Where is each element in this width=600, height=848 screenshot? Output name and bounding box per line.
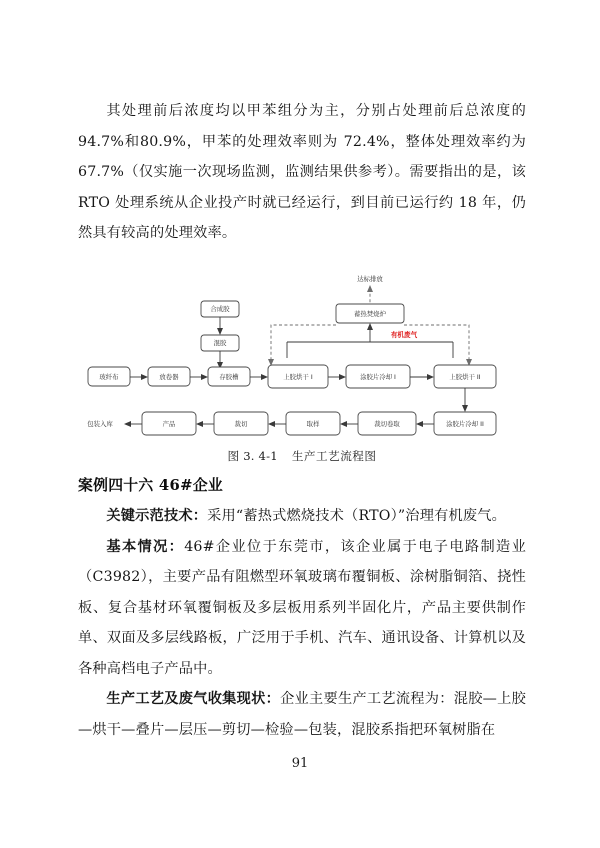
node-coating-drying-1-label: 上胶烘干 I <box>283 372 313 381</box>
node-unwinder <box>148 367 190 386</box>
label-stack-discharge: 达标排放 <box>357 274 383 283</box>
edge-slitting-to-sampling-arrowhead <box>340 421 347 427</box>
edge-unwinder-to-tank-arrowhead <box>201 374 208 380</box>
page-number: 91 <box>291 756 309 771</box>
node-sampling-label: 取样 <box>306 419 320 428</box>
node-glue-tank <box>208 367 250 386</box>
node-unwinder-label: 放卷器 <box>159 372 179 381</box>
node-slitting-winding <box>358 412 416 435</box>
node-mixing <box>201 335 239 351</box>
label-packaging-warehouse: 包装入库 <box>87 419 113 428</box>
node-coating-drying-2-label: 上胶烘干 II <box>449 372 481 381</box>
node-synthetic-glue <box>201 301 239 317</box>
node-mixing-label: 混胶 <box>213 338 227 347</box>
node-furnace <box>336 304 404 323</box>
gas-collection-header <box>287 323 453 358</box>
process-status-text: 企业主要生产工艺流程为：混胶—上胶—烘干—叠片—层压—剪切—检验—包装，混胶系指把环氧树脂在 <box>78 691 526 738</box>
figure-process-flow <box>78 259 526 471</box>
figure-caption <box>78 447 526 465</box>
node-cooling-2-label: 涂胶片冷却 II <box>446 419 484 428</box>
label-organic-waste-gas: 有机废气 <box>390 330 418 339</box>
node-sampling <box>286 412 340 435</box>
edge-cutting-to-product-arrowhead <box>196 421 203 427</box>
node-cooling-1-label: 涂胶片冷却 I <box>360 372 396 381</box>
node-glass-cloth <box>88 367 130 386</box>
figure-caption-number: 图 3. 4-1 <box>227 448 278 463</box>
node-product <box>142 412 196 435</box>
node-cooling-2 <box>434 412 496 435</box>
node-cutting-label: 裁切 <box>234 419 248 428</box>
edge-cloth-to-unwinder-arrowhead <box>141 374 148 380</box>
paragraph-key-technology <box>78 501 526 532</box>
node-glue-tank-label: 存胶槽 <box>219 372 239 381</box>
edge-cool2-to-slitting-arrowhead <box>416 421 423 427</box>
edge-dry2-to-cool2-arrowhead <box>462 405 468 412</box>
process-flow-diagram <box>78 259 526 445</box>
key-technology-label: 关键示范技术： <box>106 508 208 524</box>
key-technology-text: 采用“蓄热式燃烧技术（RTO）”治理有机废气。 <box>207 508 507 524</box>
case-heading: 案例四十六 46#企业 <box>78 476 224 494</box>
node-product-label: 产品 <box>162 419 176 428</box>
page-content <box>78 96 526 745</box>
node-coating-drying-2 <box>434 365 496 388</box>
duct-stack-arrowhead <box>367 285 373 292</box>
figure-caption-title: 生产工艺流程图 <box>291 448 377 463</box>
node-coating-drying-1 <box>268 365 328 388</box>
node-synthetic-glue-label: 合成胶 <box>210 304 230 313</box>
edge-cool1-to-dry2-arrowhead <box>427 374 434 380</box>
edge-glue-to-mix-arrowhead <box>217 328 223 335</box>
edge-sampling-to-cutting-arrowhead <box>268 421 275 427</box>
node-cutting <box>214 412 268 435</box>
edge-dry1-to-cool1-arrowhead <box>339 374 346 380</box>
collect-riser-arrowhead <box>367 323 373 330</box>
node-furnace-label: 蓄热焚烧炉 <box>354 309 386 318</box>
paragraph-process-status <box>78 684 526 745</box>
edge-tank-to-dry1-arrowhead <box>261 374 268 380</box>
node-cooling-1 <box>346 365 410 388</box>
paragraph-intro: 其处理前后浓度均以甲苯组分为主，分别占处理前后总浓度的94.7%和80.9%，甲苯的处理效率则为 72.4%，整体处理效率约为 67.7%（仅实施一次现场监测，监测结果供参考）。需要指出的是，该 RTO 处理系统从企业投产时就已经运行，到目前已运行约 18 年，仍然具有较高的处理效率。 <box>78 103 526 241</box>
node-slitting-winding-label: 裁切卷取 <box>374 419 400 428</box>
node-glass-cloth-label: 玻纤布 <box>99 372 119 381</box>
edge-product-to-warehouse-arrowhead <box>124 421 131 427</box>
paragraph-basic-info <box>78 532 526 685</box>
process-status-label: 生产工艺及废气收集现状： <box>106 691 281 707</box>
basic-info-text: 46#企业位于东莞市，该企业属于电子电路制造业（C3982），主要产品有阻燃型环氧玻璃布覆铜板、涂树脂铜箔、挠性板、复合基材环氧覆铜板及多层板用系列半固化片，产品主要供制作单、双面及多层线路板，广泛用于手机、汽车、通讯设备、计算机以及各种高档电子产品中。 <box>78 538 526 677</box>
basic-info-label: 基本情况： <box>106 538 185 555</box>
